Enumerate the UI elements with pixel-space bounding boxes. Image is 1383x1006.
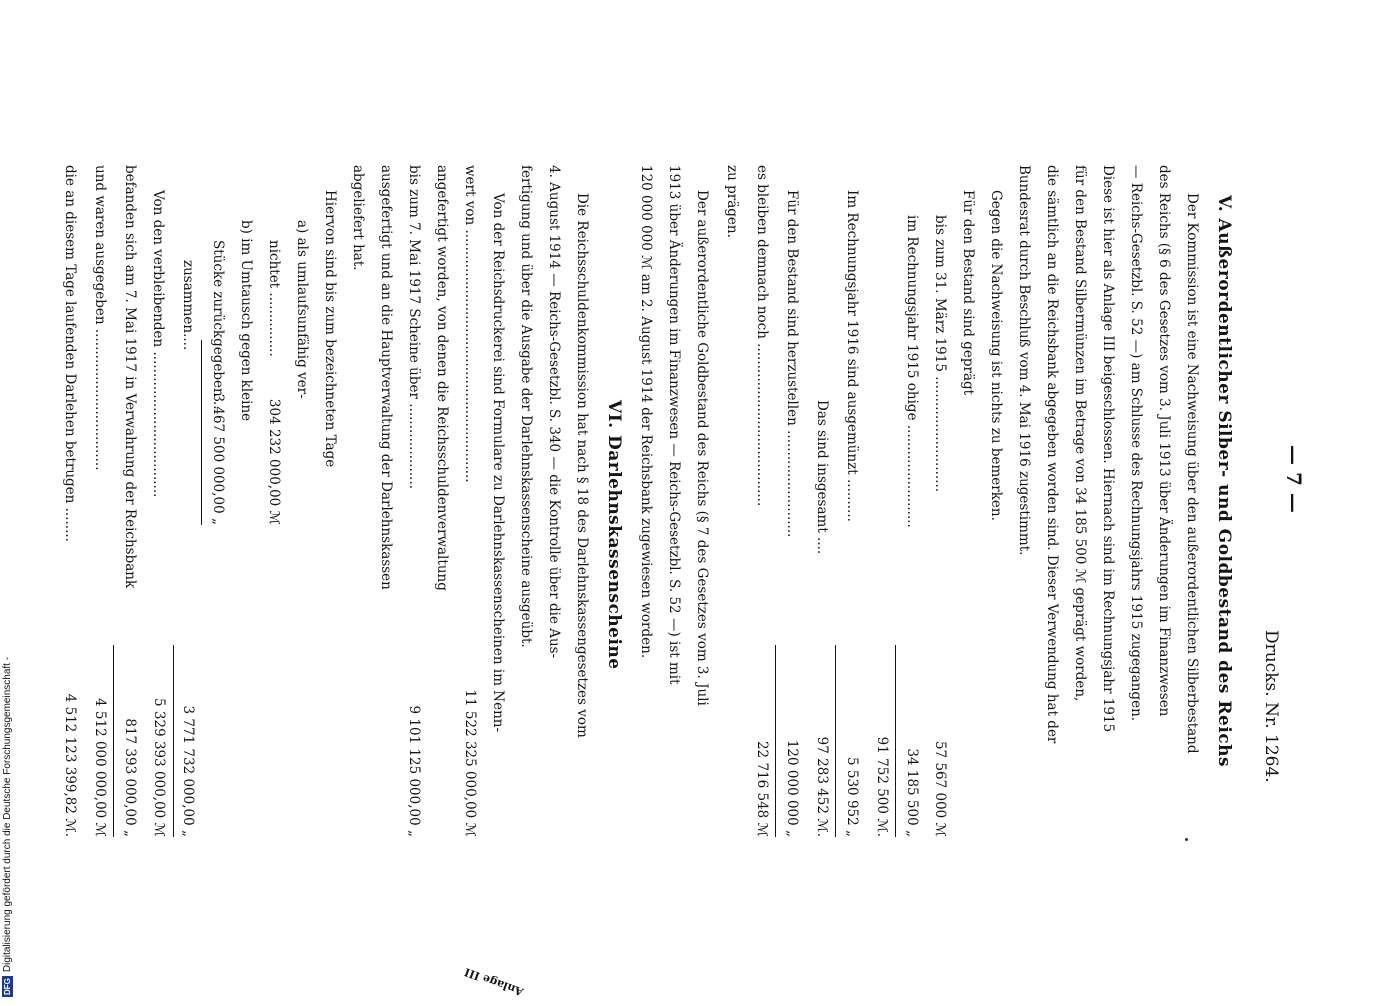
row-value: 57 567 000 ℳ: [932, 740, 948, 837]
verbleibend-label: Von den verbleibenden ..................................: [150, 190, 166, 498]
section-5-para-line: Der Kommission ist eine Nachweisung über den außerordentlichen Silberbestand: [1184, 193, 1200, 754]
row-label: zu prägen.: [724, 165, 740, 238]
row-label: bis zum 31. März 1915 ...........................: [932, 215, 948, 493]
section-5-para-line: des Reichs (§ 6 des Gesetzes vom 3. Juli 1913 über Änderungen im Finanzwesen: [1156, 165, 1172, 717]
row-value: 5 530 952 „: [835, 645, 866, 837]
section-5-para3-line: 120 000 000 ℳ am 2. August 1914 der Reichsbank zugewiesen worden.: [638, 165, 654, 659]
item-b-label: b) im Umtausch gegen kleine: [238, 220, 254, 422]
darlehen-label: die an diesem Tage laufenden Darlehen betrugen ........: [62, 165, 78, 542]
section-5-title: V. Außerordentlicher Silber- und Goldbestand des Reichs: [1214, 195, 1234, 768]
row-label: Das sind insgesamt ....: [814, 400, 830, 555]
row-value: 120 000 000 „: [775, 645, 806, 837]
section-5-para-line: für den Bestand Silbermünzen im Betrage von 34 185 500 ℳ geprägt worden,: [1072, 165, 1088, 702]
mark: [1185, 838, 1188, 841]
ausgegeben-label: und waren ausgegeben .................................: [92, 165, 108, 471]
verwahrung-label: befanden sich am 7. Mai 1917 in Verwahrung der Reichsbank: [122, 165, 138, 589]
section-6-para2-line: Von der Reichsdruckerei sind Formulare zu Darlehnskassenscheinen im Nenn-: [490, 193, 506, 733]
section-5-para-line: — Reichs-Gesetzbl. S. 52 —) am Schlusse des Rechnungsjahrs 1915 zugegangen.: [1128, 165, 1144, 722]
section-6-para2-line: bis zum 7. Mai 1917 Scheine über ....................: [406, 165, 422, 490]
row-label: Im Rechnungsjahr 1916 sind ausgemünzt ..........: [844, 190, 860, 522]
nennwert-value: 11 522 325 000,00 ℳ: [462, 689, 478, 837]
section-6-para2-line: abgeliefert hat.: [350, 165, 366, 271]
row-label: es bleiben demnach noch ......................................: [754, 165, 770, 507]
item-b-label: Stücke zurückgegeben ...: [210, 240, 226, 414]
row-value: 97 283 452 ℳ.: [814, 736, 830, 837]
section-6-para-line: fertigung und über die Ausgabe der Darlehnskassenscheine ausgeübt.: [518, 165, 534, 648]
section-5-para2: Gegen die Nachweisung ist nichts zu bemerken.: [988, 190, 1004, 521]
footer-text: Digitalisierung gefördert durch die Deutsche Forschungsgemeinschaft -: [2, 656, 13, 973]
dfg-logo-icon: DFG: [3, 978, 12, 995]
section-6-para2-line: ausgefertigt und an die Hauptverwaltung der Darlehnskassen: [378, 165, 394, 590]
side-note-anlage: Anlage III: [462, 965, 526, 999]
drucksache-number: Drucks. Nr. 1264.: [1261, 630, 1281, 783]
section-6-title: VI. Darlehnskassenscheine: [604, 400, 624, 670]
section-6-para2-line: wert von ...........................................................: [462, 165, 478, 483]
page-number: — 7 —: [1282, 445, 1306, 513]
prägung-heading: Für den Bestand sind geprägt: [960, 190, 976, 396]
item-a-label: nichtet ...............: [266, 240, 282, 357]
row-value: 91 752 500 ℳ.: [874, 736, 890, 837]
row-value: 34 185 500 „: [895, 645, 926, 837]
digitization-footer: [2, 0, 13, 997]
section-5-para-line: die sämtlich an die Reichsbank abgegeben worden sind. Dieser Verwendung hat der: [1044, 165, 1060, 744]
section-5-para3-line: Der außerordentliche Goldbestand des Reichs (§ 7 des Gesetzes vom 3. Juli: [694, 190, 710, 706]
section-6-para-line: 4. August 1914 — Reichs-Gesetzbl. S. 340 — die Kontrolle über die Aus-: [546, 165, 562, 659]
row-value: 22 716 548 ℳ: [754, 740, 770, 837]
section-5-para-line: Bundesrat durch Beschluß vom 4. Mai 1916 zugestimmt.: [1016, 165, 1032, 556]
item-b-value: 3 467 500 000,00 „: [201, 340, 232, 525]
row-label: Für den Bestand sind herzustellen .........................: [784, 190, 800, 538]
verbleibend-value: 5 329 393 000,00 ℳ: [143, 645, 174, 837]
verwahrung-value: 817 393 000,00 „: [113, 645, 144, 837]
hiervon-intro: Hiervon sind bis zum bezeichneten Tage: [322, 190, 338, 468]
section-6-para2-line: angefertigt worden, von denen die Reichsschuldenverwaltung: [434, 165, 450, 591]
item-a-value: 304 232 000,00 ℳ: [266, 398, 282, 525]
row-label: im Rechnungsjahr 1915 ohige ........................: [904, 215, 920, 528]
section-5-para-line: Diese ist hier als Anlage III beigeschlossen. Hiernach sind im Rechnungsjahr 1915: [1100, 165, 1116, 733]
item-a-label: a) als umlaufsunfähig ver-: [294, 220, 310, 399]
scheine-value: 9 101 125 000,00 „: [406, 705, 422, 837]
zusammen-value: 3 771 732 000,00 „: [180, 705, 196, 837]
section-5-para3-line: 1913 über Änderungen im Finanzwesen — Reichs-Gesetzbl. S. 52 —) ist mit: [666, 165, 682, 685]
darlehen-value: 4 512 123 399,82 ℳ.: [62, 693, 78, 837]
zusammen-label: zusammen....: [180, 260, 196, 351]
section-6-para-line: Die Reichsschuldenkommission hat nach § 18 des Darlehnskassengesetzes vom: [574, 193, 590, 738]
ausgegeben-value: 4 512 000 000,00 ℳ: [92, 698, 108, 837]
